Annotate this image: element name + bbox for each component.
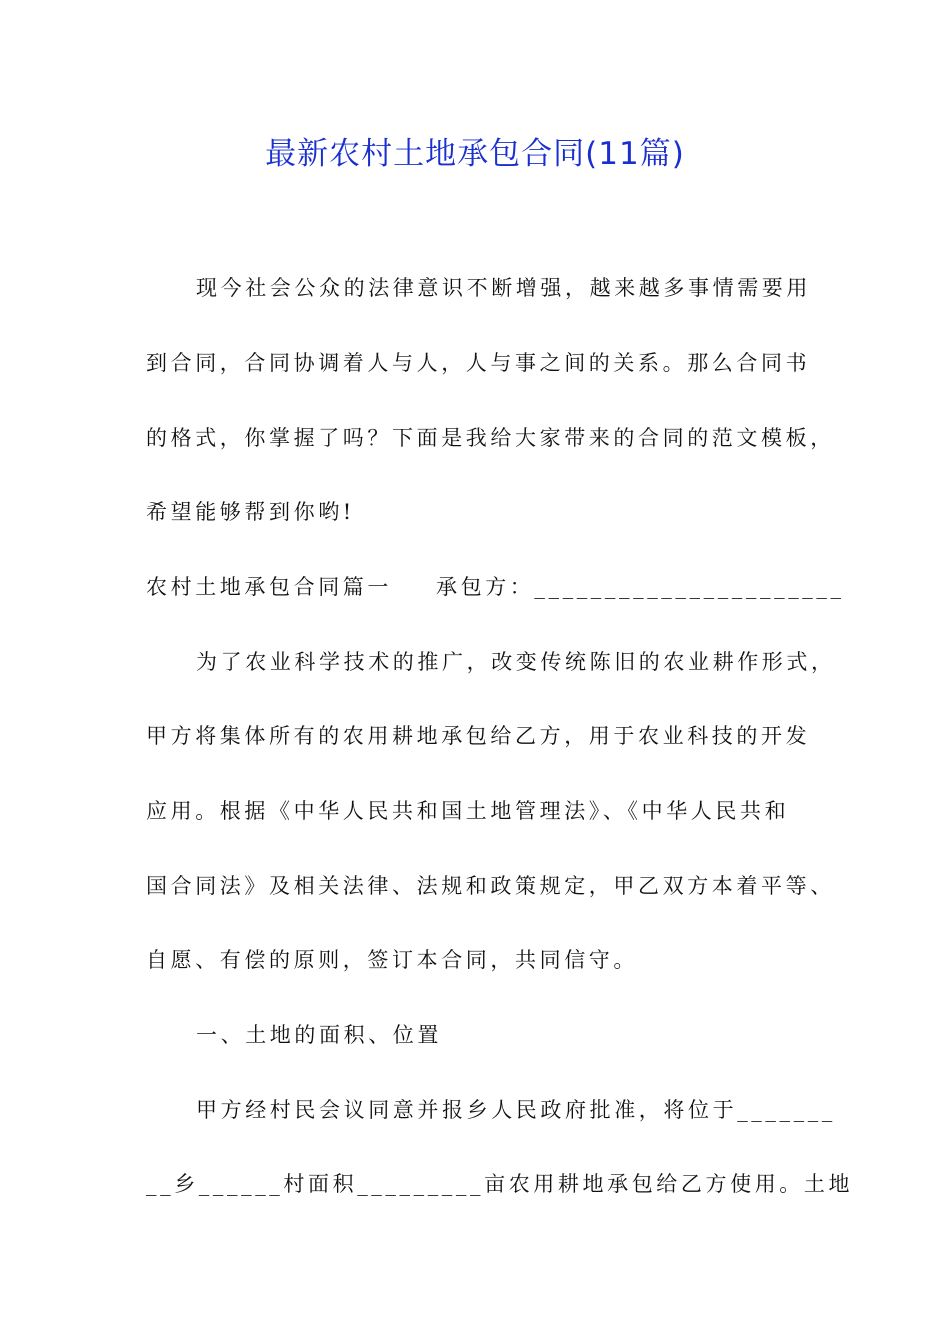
- paragraph-line: 现今社会公众的法律意识不断增强，越来越多事情需要用: [196, 276, 811, 300]
- paragraph-line: 应用。根据《中华人民共和国土地管理法》、《中华人民共和: [146, 799, 790, 823]
- paragraph-line: __乡______村面积_________亩农用耕地承包给乙方使用。土地: [146, 1172, 854, 1196]
- paragraph-line: 的格式，你掌握了吗？下面是我给大家带来的合同的范文模板，: [146, 426, 835, 450]
- document-title: 最新农村土地承包合同(11篇): [265, 136, 685, 172]
- paragraph-line: 甲方经村民会议同意并报乡人民政府批准，将位于_______: [196, 1098, 836, 1122]
- paragraph-line: 到合同，合同协调着人与人，人与事之间的关系。那么合同书: [146, 351, 811, 375]
- paragraph-line: 为了农业科学技术的推广，改变传统陈旧的农业耕作形式，: [196, 650, 836, 674]
- paragraph-line: 自愿、有偿的原则，签订本合同，共同信守。: [146, 948, 638, 972]
- paragraph-line: 希望能够帮到你哟!: [146, 500, 355, 524]
- contractor-field: 承包方：______________________: [436, 575, 845, 599]
- section-heading: 农村土地承包合同篇一: [146, 575, 392, 599]
- paragraph-line: 国合同法》及相关法律、法规和政策规定，甲乙双方本着平等、: [146, 874, 835, 898]
- section-heading-line: [146, 571, 845, 601]
- paragraph-line: 甲方将集体所有的农用耕地承包给乙方，用于农业科技的开发: [146, 724, 811, 748]
- clause-heading: 一、土地的面积、位置: [196, 1023, 442, 1047]
